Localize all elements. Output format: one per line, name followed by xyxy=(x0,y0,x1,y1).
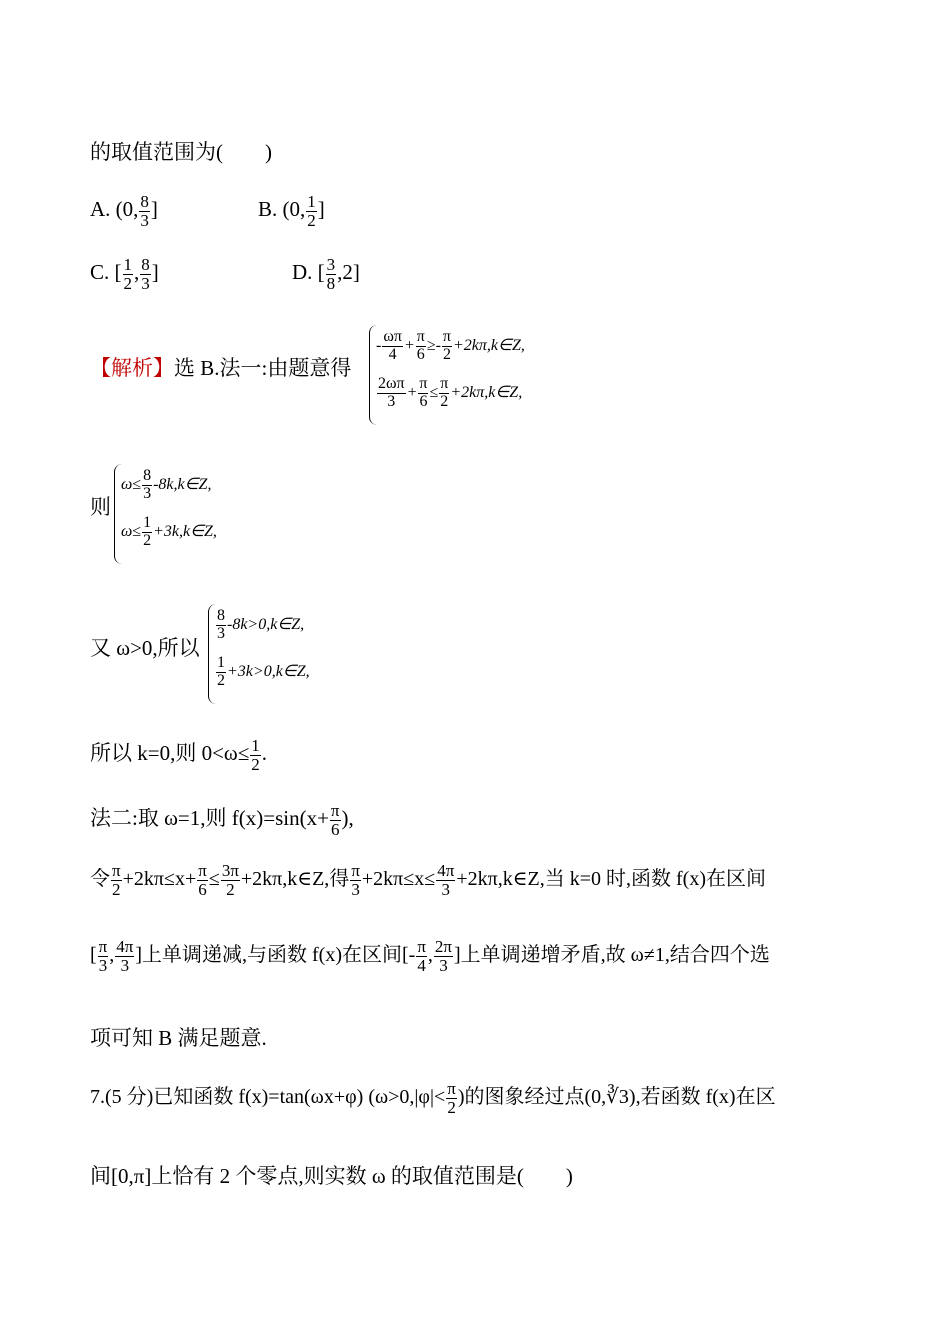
question-7-line-1: 7.(5 分)已知函数 f(x)=tan(ωx+φ) (ω>0,|φ|< $\frac{\pi}{2}$ )的图象经过点(0,∛3),若函数 f(x)在区 xyxy=(90,1079,776,1117)
method-2-derivation-2: [ $\frac{\pi}{3}$ , $\frac{4\pi}{3}$ ]上单调递减,与函数 f(x)在区间[- $\frac{\pi}{4}$ , $\frac{2\pi}{3}$ ]上单调递增矛盾,故 ω≠1,结合四个选 xyxy=(90,937,770,975)
option-c: C. [ $\frac{1}{2}$ , $\frac{8}{3}$ ] xyxy=(90,255,159,293)
system-3-row-1: $\frac{8}{3}$ -8k>0,k∈Z, xyxy=(217,607,305,642)
analysis-tag: 【解析】 xyxy=(90,356,174,380)
option-d: D. [ $\frac{3}{8}$ ,2] xyxy=(292,255,360,293)
system-2-row-2: ω≤ $\frac{1}{2}$ +3k,k∈Z, xyxy=(121,514,217,549)
analysis-lead: 【解析】选 B.法一:由题意得 xyxy=(90,356,352,380)
also-line: 又 ω>0,所以 xyxy=(90,636,200,660)
system-3-row-2: $\frac{1}{2}$ +3k>0,k∈Z, xyxy=(217,654,310,689)
method-2-line: 法二:取 ω=1,则 f(x)=sin(x+ $\frac{\pi}{6}$ ), xyxy=(90,801,354,839)
equation-system-3 xyxy=(208,604,379,704)
system-2-row-1: ω≤ $\frac{8}{3}$ -8k,k∈Z, xyxy=(121,467,212,502)
option-b: B. (0, $\frac{1}{2}$ ] xyxy=(258,192,325,230)
equation-system-1 xyxy=(369,325,610,425)
fraction: $\frac{1}{2}$ xyxy=(307,192,316,230)
option-a: A. (0, $\frac{8}{3}$ ] xyxy=(90,192,158,230)
system-1-row-2: $\frac{2\omega\pi}{3}$ + $\frac{\pi}{6}$ ≤ $\frac{\pi}{2}$ +2kπ,k∈Z, xyxy=(378,375,523,410)
then-label: 则 xyxy=(90,495,111,519)
question-6-tail: 的取值范围为( ) xyxy=(90,140,272,164)
method-2-derivation-1: 令 $\frac{\pi}{2}$ +2kπ≤x+ $\frac{\pi}{6}$ ≤ $\frac{3\pi}{2}$ +2kπ,k∈Z,得 $\frac{\pi}{3}$ +2kπ≤x≤ $\frac{4\pi}{3}$ +2kπ,k∈Z,当 k=0 时,函数 f(x)在区间 xyxy=(90,861,767,899)
fraction: $\frac{8}{3}$ xyxy=(140,192,149,230)
method-2-conclusion: 项可知 B 满足题意. xyxy=(90,1026,267,1050)
system-1-row-1: - $\frac{\omega\pi}{4}$ + $\frac{\pi}{6}$ ≥- $\frac{\pi}{2}$ +2kπ,k∈Z, xyxy=(376,328,525,363)
conclusion-line: 所以 k=0,则 0<ω≤ $\frac{1}{2}$ . xyxy=(90,736,268,774)
equation-system-2 xyxy=(114,464,285,564)
question-7-line-2: 间[0,π]上恰有 2 个零点,则实数 ω 的取值范围是( ) xyxy=(90,1164,573,1188)
